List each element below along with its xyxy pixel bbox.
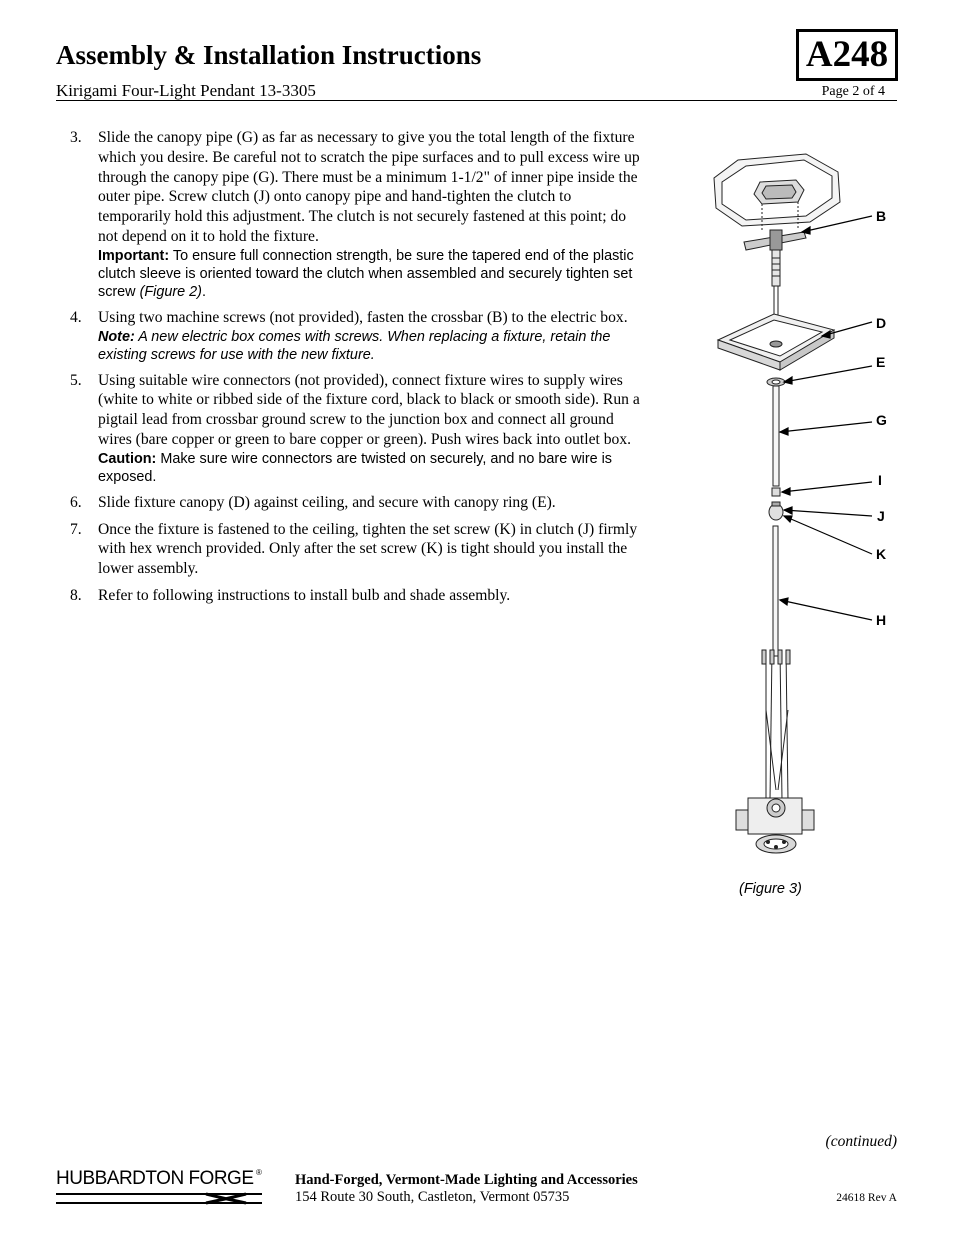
step-number: 8.	[70, 586, 82, 604]
step-text: Once the fixture is fastened to the ceiling, tighten the set screw (K) in clutch (J) firmly with hex wrench provided. Only after the set screw (K) is tight should you install the lower assembly.	[98, 520, 638, 578]
note-text: To ensure full connection strength, be sure the tapered end of the plastic clutch sleeve is oriented toward the clutch when assembled and securely tighten set screw	[98, 247, 634, 300]
label-k: K	[876, 546, 887, 562]
important-note	[98, 247, 640, 301]
pendant-exploded-diagram	[700, 150, 900, 870]
company-logo	[56, 1168, 266, 1208]
step-number: 5.	[70, 371, 82, 389]
footer-address: 154 Route 30 South, Castleton, Vermont 05735	[295, 1189, 570, 1205]
figure-caption: (Figure 3)	[739, 881, 802, 897]
step-text: Using suitable wire connectors (not provided), connect fixture wires to supply wires (white to white or ribbed side of the fixture cord, black to black or smooth side). Run a pigtail lead from crossbar ground screw to the junction box and connect all ground wires (bare copper or green to bare copper or green). Push wires back into outlet box.	[98, 371, 640, 448]
label-j: J	[877, 508, 885, 524]
page-title: Assembly & Installation Instructions	[56, 40, 482, 70]
note-text: Make sure wire connectors are twisted on securely, and no bare wire is exposed.	[98, 450, 613, 485]
step-text: Slide fixture canopy (D) against ceiling, and secure with canopy ring (E).	[98, 493, 556, 511]
step-5	[70, 371, 640, 486]
note-label: Caution:	[98, 450, 157, 467]
step-3	[70, 128, 640, 301]
note-label: Note:	[98, 328, 135, 345]
step-8	[70, 586, 640, 606]
logo-wordmark: HUBBARDTON FORGE	[56, 1168, 254, 1189]
downrod-drawing	[773, 526, 778, 656]
page-number: Page 2 of 4	[821, 84, 885, 99]
step-number: 4.	[70, 308, 82, 326]
registered-mark: ®	[256, 1168, 262, 1177]
instruction-steps	[70, 128, 640, 613]
step-4	[70, 308, 640, 364]
note-figure-ref: (Figure 2)	[139, 283, 202, 300]
continued-note: (continued)	[825, 1133, 897, 1150]
step-number: 7.	[70, 520, 82, 538]
step-text: Slide the canopy pipe (G) as far as necessary to give you the total length of the fixture which you desire. Be careful not to scratch the pipe surfaces and to pull excess wire up through the canopy pipe (G). There must be a minimum 1-1/2" of inner pipe inside the outer pipe. Screw clutch (J) onto canopy pipe and hand-tighten the clutch to temporarily hold this adjustment. The clutch is not securely fastened at this point; do not depend on it to hold the fixture.	[98, 129, 640, 245]
step-number: 6.	[70, 493, 82, 511]
caution-note	[98, 450, 640, 486]
label-e: E	[876, 354, 886, 370]
label-d: D	[876, 315, 887, 331]
step-number: 3.	[70, 129, 82, 146]
header-rule	[56, 100, 897, 101]
step-text: Refer to following instructions to install bulb and shade assembly.	[98, 586, 511, 604]
note-end: .	[201, 283, 206, 300]
step-7	[70, 520, 640, 579]
logo-underline-mark	[56, 1190, 262, 1208]
step-6	[70, 493, 640, 513]
note-label: Important:	[98, 247, 170, 264]
label-h: H	[876, 612, 887, 628]
note	[98, 328, 640, 364]
step-text: Using two machine screws (not provided), fasten the crossbar (B) to the electric box.	[98, 308, 628, 326]
footer-tagline: Hand-Forged, Vermont-Made Lighting and Accessories	[295, 1172, 638, 1188]
revision-code: 24618 Rev A	[836, 1192, 897, 1204]
label-g: G	[876, 412, 887, 428]
canopy-pipe-drawing	[773, 386, 779, 486]
product-subtitle: Kirigami Four-Light Pendant 13-3305	[56, 81, 316, 100]
note-text: A new electric box comes with screws. When replacing a fixture, retain the existing screws for use with the new fixture.	[98, 328, 611, 363]
label-b: B	[876, 208, 887, 224]
document-code-box: A248	[796, 29, 898, 81]
label-i: I	[878, 472, 882, 488]
